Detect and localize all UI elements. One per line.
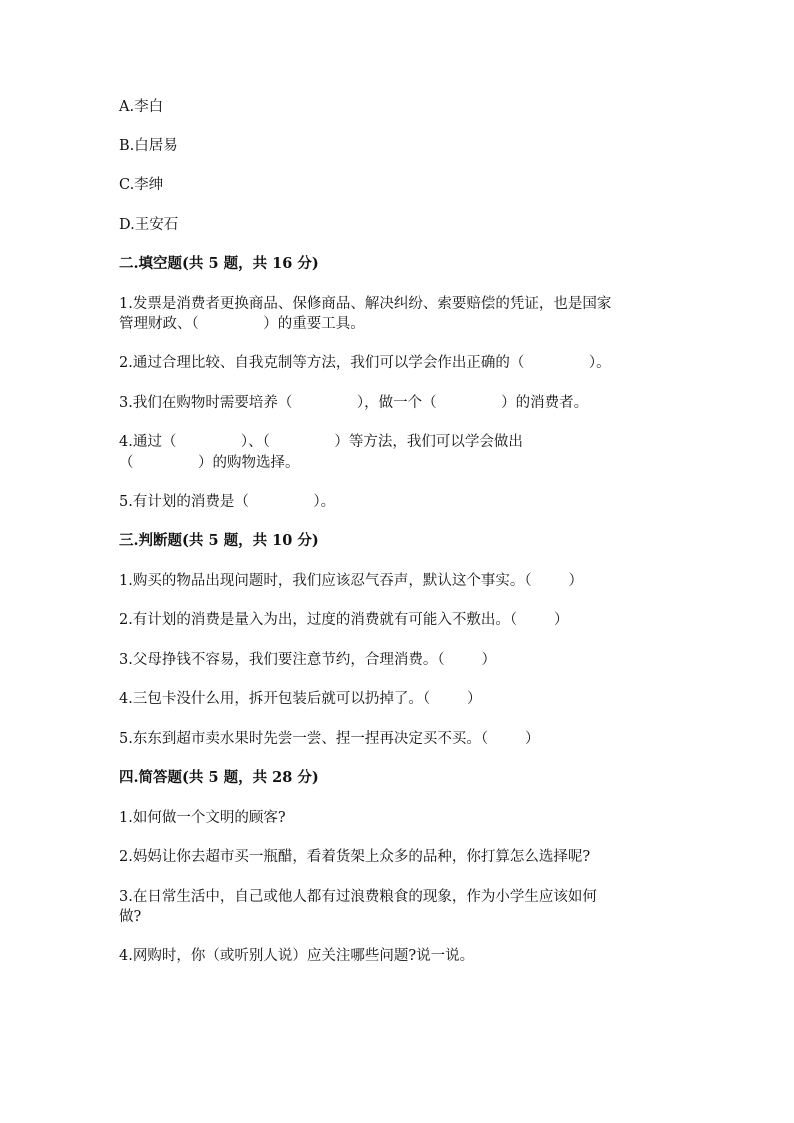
fill-blank-q2: 2.通过合理比较、自我克制等方法，我们可以学会作出正确的（ ）。 <box>119 355 611 371</box>
option-a: A.李白 <box>119 99 164 115</box>
fill-blank-q1-line1: 1.发票是消费者更换商品、保修商品、解决纠纷、索要赔偿的凭证，也是国家 <box>119 296 612 312</box>
fill-blank-q5: 5.有计划的消费是（ ）。 <box>119 494 336 510</box>
judge-heading: 三.判断题(共 5 题，共 10 分) <box>119 532 319 549</box>
fill-blank-q4-line1: 4.通过（ ）、（ ）等方法，我们可以学会做出 <box>119 434 523 450</box>
fill-blank-q3: 3.我们在购物时需要培养（ ），做一个（ ）的消费者。 <box>119 395 589 411</box>
fill-blank-q4-line2: （ ）的购物选择。 <box>119 455 300 471</box>
option-d: D.王安石 <box>119 217 179 233</box>
short-answer-q4: 4.网购时，你（或听别人说）应关注哪些问题?说一说。 <box>119 948 475 964</box>
short-answer-q3-line1: 3.在日常生活中，自己或他人都有过浪费粮食的现象，作为小学生应该如何 <box>119 889 597 905</box>
judge-q2: 2.有计划的消费是量入为出，过度的消费就有可能入不敷出。（ ） <box>119 612 569 628</box>
judge-q1: 1.购买的物品出现问题时，我们应该忍气吞声，默认这个事实。（ ） <box>119 573 583 589</box>
fill-blank-heading: 二.填空题(共 5 题，共 16 分) <box>119 255 319 272</box>
short-answer-heading: 四.简答题(共 5 题，共 28 分) <box>119 769 319 786</box>
option-b: B.白居易 <box>119 138 178 154</box>
short-answer-q1: 1.如何做一个文明的顾客? <box>119 810 286 826</box>
judge-q5: 5.东东到超市卖水果时先尝一尝、捏一捏再决定买不买。（ ） <box>119 731 540 747</box>
judge-q4: 4.三包卡没什么用，拆开包装后就可以扔掉了。（ ） <box>119 691 482 707</box>
judge-q3: 3.父母挣钱不容易，我们要注意节约，合理消费。（ ） <box>119 652 496 668</box>
fill-blank-q1-line2: 管理财政、（ ）的重要工具。 <box>119 316 365 332</box>
option-c: C.李绅 <box>119 177 164 193</box>
short-answer-q2: 2.妈妈让你去超市买一瓶醋，看着货架上众多的品种，你打算怎么选择呢? <box>119 849 591 865</box>
short-answer-q3-line2: 做? <box>119 909 142 925</box>
